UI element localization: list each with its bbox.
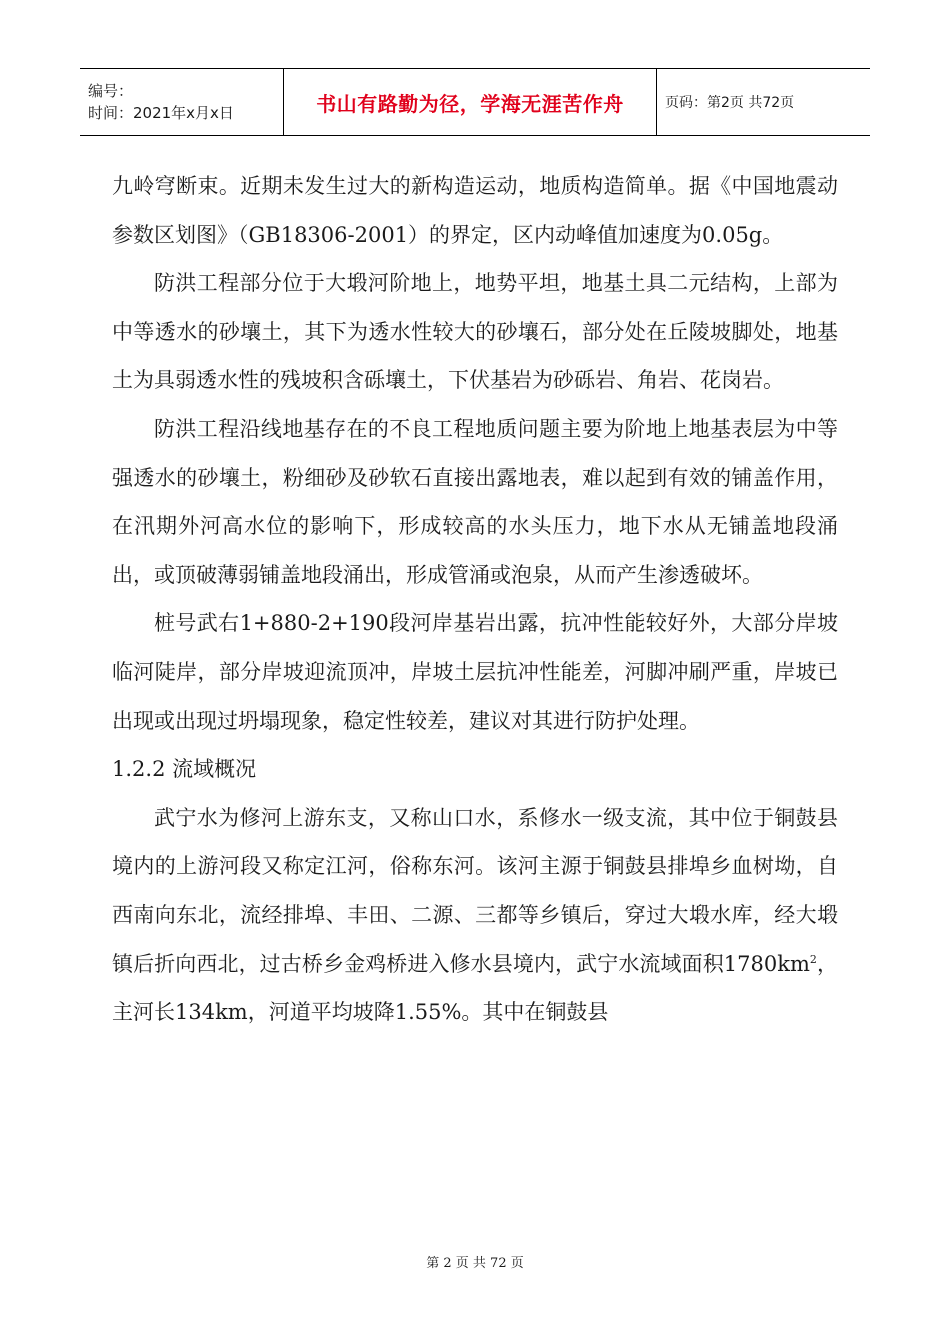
paragraph-3: 防洪工程沿线地基存在的不良工程地质问题主要为阶地上地基表层为中等强透水的砂壤土，粉细砂及砂软石直接出露地表，难以起到有效的铺盖作用，在汛期外河高水位的影响下，形成较高的水头压力，地下水从无铺盖地段涌出，或顶破薄弱铺盖地段涌出，形成管涌或泡泉，从而产生渗透破坏。 bbox=[112, 416, 838, 587]
paragraph-5 bbox=[112, 794, 838, 1037]
paragraph-4: 桩号武右1+880-2+190段河岸基岩出露，抗冲性能较好外，大部分岸坡临河陡岸，部分岸坡迎流顶冲，岸坡土层抗冲性能差，河脚冲刷严重，岸坡已出现或出现过坍塌现象，稳定性较差，建议对其进行防护处理。 bbox=[112, 611, 838, 733]
paragraph-5-part-b: ，主河长134km，河道平均坡降1.55%。其中在铜鼓县 bbox=[112, 951, 838, 1025]
document-number: 编号： bbox=[88, 82, 134, 100]
header-meta bbox=[80, 69, 283, 135]
paragraph-5-part-a: 武宁水为修河上游东支，又称山口水，系修水一级支流，其中位于铜鼓县境内的上游河段又称定江河，俗称东河。该河主源于铜鼓县排埠乡血树坳，自西南向东北，流经排埠、丰田、二源、三都等乡镇后，穿过大塅水库，经大塅镇后折向西北，过古桥乡金鸡桥进入修水县境内，武宁水流域面积1780km bbox=[112, 805, 838, 976]
document-time: 时间：2021年x月x日 bbox=[88, 104, 234, 122]
section-heading: 1.2.2 流域概况 bbox=[112, 757, 257, 782]
superscript-2: 2 bbox=[809, 952, 817, 966]
page-footer: 第 2 页 共 72 页 bbox=[426, 1256, 524, 1271]
header-motto-cell bbox=[283, 69, 657, 135]
header-page-info-cell bbox=[657, 69, 870, 135]
header-motto: 书山有路勤为径，学海无涯苦作舟 bbox=[316, 91, 624, 116]
document-header bbox=[80, 68, 870, 136]
header-page-info: 页码：第2页 共72页 bbox=[665, 95, 795, 111]
document-body bbox=[112, 162, 838, 1037]
paragraph-2: 防洪工程部分位于大塅河阶地上，地势平坦，地基土具二元结构，上部为中等透水的砂壤土，其下为透水性较大的砂壤石，部分处在丘陵坡脚处，地基土为具弱透水性的残坡积含砾壤土，下伏基岩为砂砾岩、角岩、花岗岩。 bbox=[112, 271, 838, 393]
paragraph-1: 九岭穹断束。近期未发生过大的新构造运动，地质构造简单。据《中国地震动参数区划图》（GB18306-2001）的界定，区内动峰值加速度为0.05g。 bbox=[112, 174, 838, 247]
